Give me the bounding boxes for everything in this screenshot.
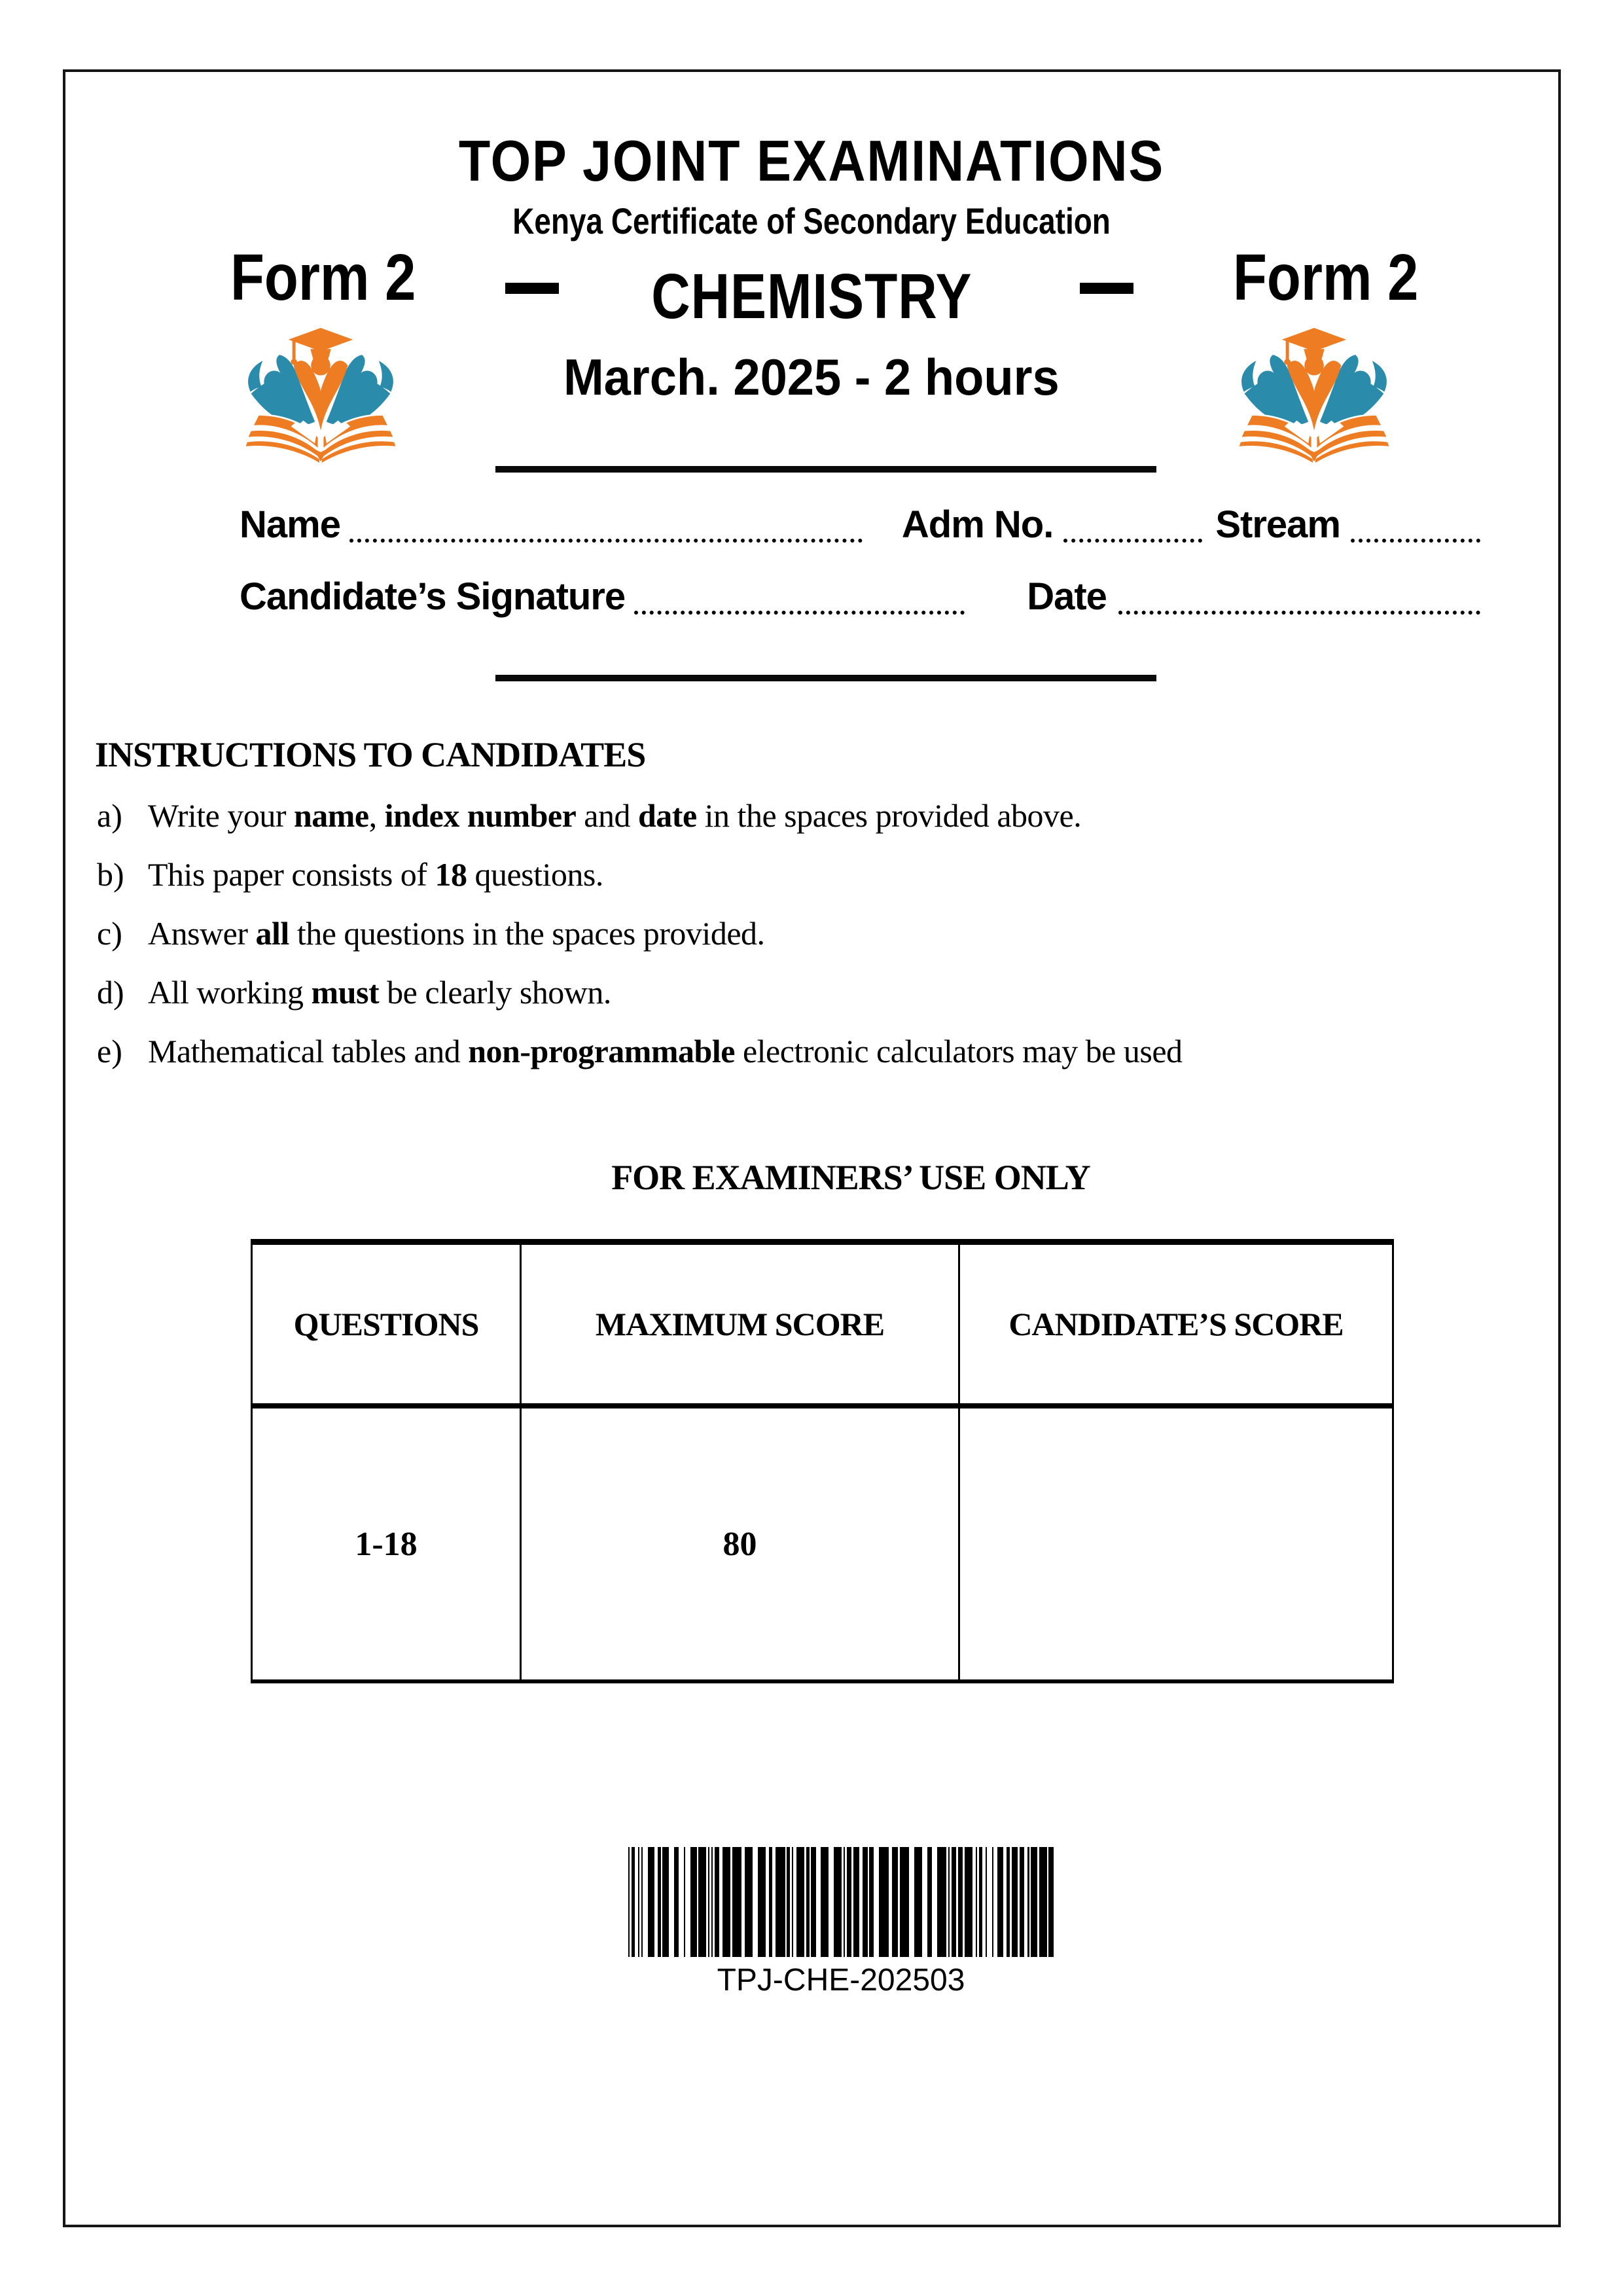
score-table	[251, 1239, 1394, 1683]
instruction-letter: a)	[97, 797, 122, 834]
instruction-text: All working must be clearly shown.	[148, 974, 611, 1011]
instruction-text: This paper consists of 18 questions.	[148, 856, 603, 893]
school-logo-right	[1230, 322, 1398, 463]
exam-board-title	[0, 128, 1623, 193]
instruction-letter: b)	[97, 856, 124, 893]
form-label-right-text: Form 2	[1233, 241, 1419, 314]
instruction-text: Mathematical tables and non-programmable electronic calculators may be used	[148, 1033, 1183, 1069]
instruction-item-e	[97, 1035, 1558, 1067]
signature-fill-dots	[634, 608, 965, 615]
instruction-text: Answer all the questions in the spaces provided.	[148, 915, 765, 952]
date-label: Date	[1027, 575, 1107, 618]
name-fill-dots	[349, 536, 863, 543]
name-label: Name	[240, 503, 340, 546]
barcode	[628, 1847, 1054, 1998]
column-header-maximum-score: MAXIMUM SCORE	[522, 1245, 960, 1408]
adm-no-fill-dots	[1063, 536, 1202, 543]
rule-bottom	[495, 675, 1156, 681]
subject-title	[0, 260, 1623, 332]
stream-fill-dots	[1351, 536, 1480, 543]
instruction-item-c	[97, 917, 1558, 950]
instruction-letter: d)	[97, 974, 124, 1011]
exam-board-title-text: TOP JOINT EXAMINATIONS	[458, 128, 1165, 193]
instructions-heading: INSTRUCTIONS TO CANDIDATES	[95, 735, 646, 774]
logo-graphic	[1240, 328, 1389, 463]
date-fill-dots	[1118, 608, 1480, 615]
instruction-text: Write your name, index number and date in the spaces provided above.	[148, 797, 1082, 834]
instruction-letter: e)	[97, 1033, 122, 1069]
form-label-left-text: Form 2	[230, 241, 416, 314]
subject-title-text: CHEMISTRY	[651, 260, 972, 332]
instruction-item-d	[97, 976, 1558, 1009]
instruction-item-a	[97, 799, 1558, 832]
adm-no-label: Adm No.	[901, 503, 1054, 546]
signature-field-row	[240, 575, 1480, 619]
school-logo-left	[237, 322, 404, 463]
cell-candidate-score	[960, 1408, 1392, 1679]
barcode-label: TPJ-CHE-202503	[717, 1963, 965, 1998]
barcode-bars	[628, 1847, 1054, 1957]
exam-session-text: March. 2025 - 2 hours	[563, 348, 1060, 406]
logo-graphic	[246, 328, 395, 463]
rule-top	[495, 466, 1156, 473]
column-header-candidate-score: CANDIDATE’S SCORE	[960, 1245, 1392, 1408]
instruction-letter: c)	[97, 915, 122, 952]
certificate-subtitle-text: Kenya Certificate of Secondary Education	[512, 200, 1111, 242]
cell-questions-range: 1-18	[253, 1408, 522, 1679]
name-field-row	[240, 503, 1480, 547]
cell-max-score: 80	[522, 1408, 960, 1679]
column-header-questions: QUESTIONS	[253, 1245, 522, 1408]
examiners-heading: FOR EXAMINERS’ USE ONLY	[611, 1158, 1090, 1197]
instruction-item-b	[97, 858, 1558, 891]
signature-label: Candidate’s Signature	[240, 575, 626, 618]
certificate-subtitle	[0, 200, 1623, 242]
stream-label: Stream	[1215, 503, 1340, 546]
